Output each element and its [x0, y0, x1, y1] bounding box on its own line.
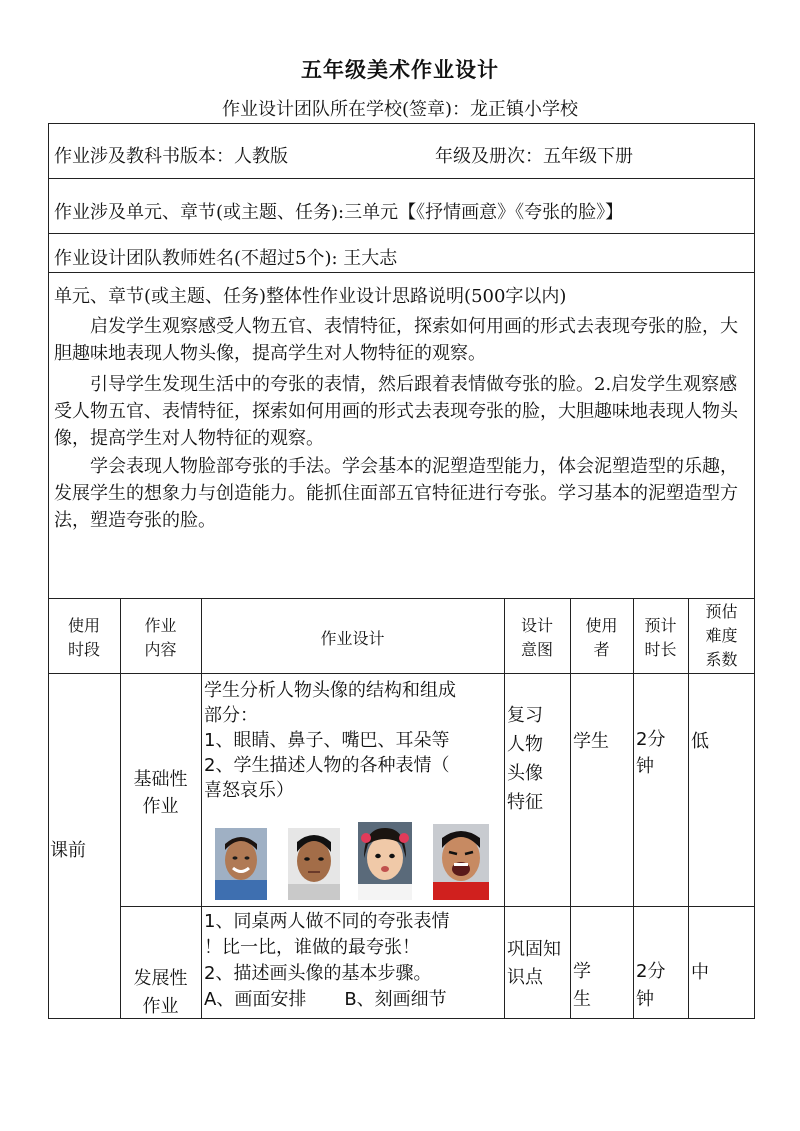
header-user: 使用 者	[585, 616, 618, 659]
header-difficulty: 预估 难度 系数	[705, 602, 738, 669]
row2-time: 2分 钟	[636, 961, 666, 1010]
girl-photo	[358, 822, 412, 900]
row1-difficulty: 低	[691, 731, 709, 752]
teacher-names: 作业设计团队教师姓名(不超过5个): 王大志	[54, 248, 398, 269]
header-content: 作业 内容	[144, 616, 177, 659]
row1-time: 2分 钟	[636, 729, 666, 777]
header-design: 作业设计	[320, 629, 385, 648]
laughing-boy-photo	[433, 824, 489, 900]
header-intent: 设计 意图	[520, 616, 553, 659]
overview-paragraph-1: 启发学生观察感受人物五官、表情特征，探索如何用画的形式去表现夸张的脸，大胆趣味地表现人物头像，提高学生对人物特征的观察。	[54, 316, 738, 364]
row1-content: 基础性 作业	[133, 769, 188, 817]
grade-volume: 年级及册次：五年级下册	[435, 146, 633, 167]
header-time: 预计 时长	[644, 616, 677, 659]
serious-boy-photo	[288, 828, 340, 900]
row1-intent: 复习 人物 头像 特征	[507, 705, 543, 813]
row2-intent: 巩固知 识点	[507, 939, 561, 988]
row2-content: 发展性 作业	[133, 968, 188, 1017]
row2-user: 学 生	[573, 961, 591, 1010]
document-title: 五年级美术作业设计	[301, 58, 499, 82]
smiling-boy-photo	[215, 828, 267, 900]
row1-design: 学生分析人物头像的结构和组成 部分： 1、眼睛、鼻子、嘴巴、耳朵等 2、学生描述人物的各种表情（ 喜怒哀乐）	[204, 680, 456, 801]
overview-paragraph-3: 学会表现人物脸部夸张的手法。学会基本的泥塑造型能力，体会泥塑造型的乐趣，发展学生的想象力与创造能力。能抓住面部五官特征进行夸张。学习基本的泥塑造型方法，塑造夸张的脸。	[54, 456, 738, 531]
overview-paragraph-2: 引导学生发现生活中的夸张的表情，然后跟着表情做夸张的脸。2.启发学生观察感受人物五官、表情特征，探索如何用画的形式去表现夸张的脸，大胆趣味地表现人物头像，提高学生对人物特征的观察。	[54, 374, 738, 449]
textbook-version: 作业涉及教科书版本：人教版	[54, 146, 288, 167]
unit-chapter: 作业涉及单元、章节(或主题、任务):三单元【《抒情画意》《夸张的脸》】	[54, 202, 624, 223]
overview-heading: 单元、章节(或主题、任务)整体性作业设计思路说明(500字以内)	[54, 286, 567, 307]
school-line: 作业设计团队所在学校(签章)：龙正镇小学校	[221, 99, 579, 120]
row1-user: 学生	[573, 731, 609, 752]
row2-difficulty: 中	[691, 962, 709, 983]
header-stage: 使用 时段	[67, 616, 100, 659]
stage-label: 课前	[50, 840, 86, 861]
row2-design: 1、同桌两人做不同的夸张表情 ！比一比，谁做的最夸张！ 2、描述画头像的基本步骤。 A、画面安排 B、刻画细节	[204, 911, 450, 1010]
